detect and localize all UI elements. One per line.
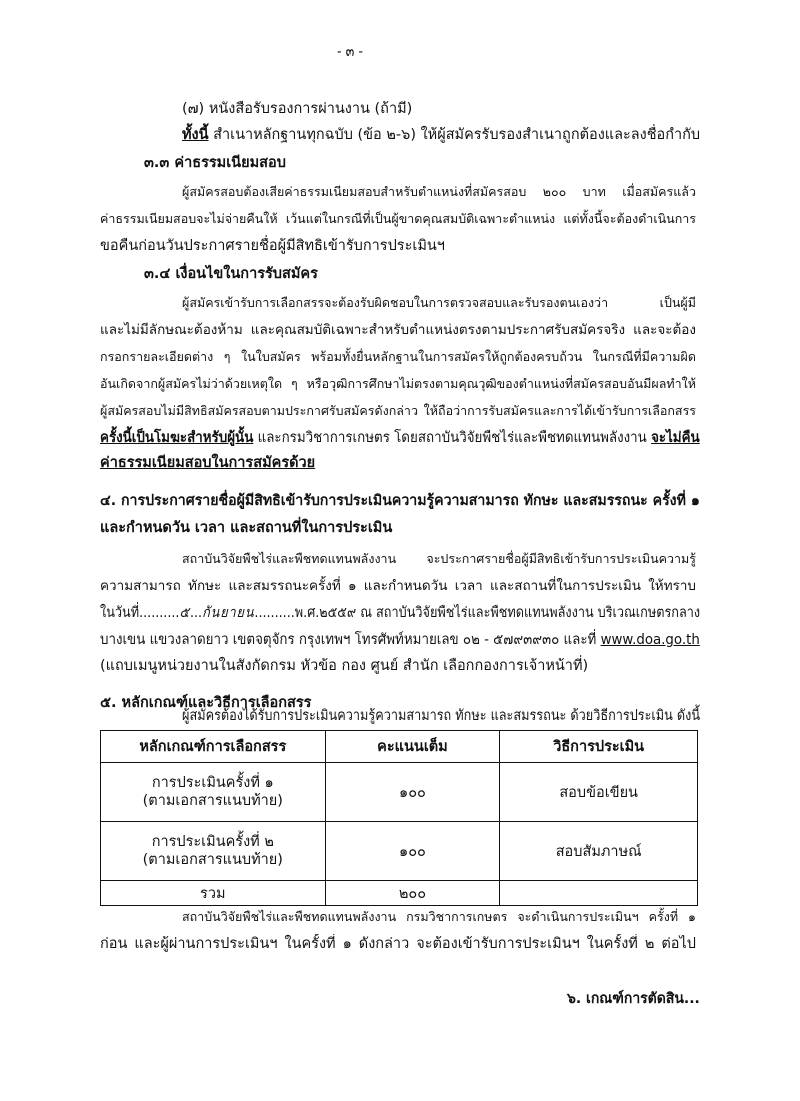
sec-4-heading-2: และกำหนดวัน เวลา และสถานที่ในการประเมิน: [100, 520, 393, 536]
sec-4-line-3: [100, 603, 700, 623]
website-link[interactable]: www.doa.go.th: [600, 632, 700, 648]
row-1-score: ๑๐๐: [325, 763, 500, 822]
date-prefix: ในวันที่: [100, 605, 140, 621]
criteria-table: [100, 730, 698, 906]
sec-4-line-2: ความสามารถ ทักษะ และสมรรถนะครั้งที่ ๑ และกำหนดวัน เวลา และสถานที่ในการประเมิน ให้ทราบ: [100, 578, 696, 594]
row-1-method: สอบข้อเขียน: [500, 763, 698, 822]
sec-3-4-line-6: [100, 428, 700, 448]
sec-5-after-1: สถาบันวิจัยพืชไร่และพืชทดแทนพลังงาน กรมวิชาการเกษตร จะดำเนินการประเมินฯ ครั้งที่ ๑: [182, 909, 696, 924]
row-2-method: สอบสัมภาษณ์: [500, 822, 698, 881]
sec-3-4-line-2: และไม่มีลักษณะต้องห้าม และคุณสมบัติเฉพาะสำหรับตำแหน่งตรงตามประกาศรับสมัครจริง และจะต้อง: [100, 322, 696, 338]
header-method: วิธีการประเมิน: [500, 731, 698, 763]
total-label: รวม: [101, 881, 326, 906]
row-1-criteria-name: การประเมินครั้งที่ ๑: [151, 775, 274, 791]
sec-3-4-line-7: ค่าธรรมเนียมสอบในการสมัครด้วย: [100, 455, 316, 471]
date-dots-1: ..........: [139, 605, 180, 621]
table-row: [101, 763, 698, 822]
item-7-note: [182, 125, 700, 145]
handwritten-month: กันยายน: [202, 605, 255, 621]
row-1-criteria: [101, 763, 326, 822]
total-method: [500, 881, 698, 906]
table-row: [101, 822, 698, 881]
continuation-note: ๖. เกณฑ์การตัดสิน...: [567, 991, 701, 1007]
note-prefix: ทั้งนี้: [182, 127, 209, 143]
sec-4-line-1: สถาบันวิจัยพืชไร่และพืชทดแทนพลังงาน จะประกาศรายชื่อผู้มีสิทธิเข้ารับการประเมินความรู้: [182, 551, 696, 566]
date-dots-3: ..........: [254, 605, 295, 621]
sec-4-heading-1: ๔. การประกาศรายชื่อผู้มีสิทธิเข้ารับการประเมินความรู้ความสามารถ ทักษะ และสมรรถนะ ครั้งที่ ๑: [100, 493, 700, 509]
sec-3-3-heading: ๓.๓ ค่าธรรมเนียมสอบ: [144, 155, 286, 171]
sec-3-4-line-3: กรอกรายละเอียดต่าง ๆ ในใบสมัคร พร้อมทั้งยื่นหลักฐานในการสมัครให้ถูกต้องครบถ้วน ในกรณีที่มีความผิด: [100, 349, 696, 364]
header-criteria: หลักเกณฑ์การเลือกสรร: [101, 731, 326, 763]
header-score: คะแนนเต็ม: [325, 731, 500, 763]
sec-3-4-line-1: ผู้สมัครเข้ารับการเลือกสรรจะต้องรับผิดชอบในการตรวจสอบและรับรองตนเองว่า เป็นผู้มี: [182, 295, 696, 310]
sec-3-3-line-2: ค่าธรรมเนียมสอบจะไม่จ่ายคืนให้ เว้นแต่ในกรณีที่เป็นผู้ขาดคุณสมบัติเฉพาะตำแหน่ง แต่ทั้งนี้จะต้องดำเนินการ: [100, 211, 696, 226]
sec-4-line-4: [100, 630, 700, 650]
sec-3-3-line-1: ผู้สมัครสอบต้องเสียค่าธรรมเนียมสอบสำหรับตำแหน่งที่สมัครสอบ ๒๐๐ บาท เมื่อสมัครแล้ว: [182, 184, 696, 199]
void-clause: ครั้งนี้เป็นโมฆะสำหรับผู้นั้น: [100, 430, 254, 446]
total-score: ๒๐๐: [325, 881, 500, 906]
phone-text: บางเขน แขวงลาดยาว เขตจตุจักร กรุงเทพฯ โทรศัพท์หมายเลข ๐๒ - ๕๗๙๓๙๓๐ และที่: [100, 632, 601, 648]
row-2-score: ๑๐๐: [325, 822, 500, 881]
row-2-criteria-name: การประเมินครั้งที่ ๒: [151, 834, 274, 850]
line-6-middle: และกรมวิชาการเกษตร โดยสถาบันวิจัยพืชไร่และพืชทดแทนพลังงาน: [253, 430, 652, 446]
date-rest: พ.ศ.๒๕๕๙ ณ สถาบันวิจัยพืชไร่และพืชทดแทนพลังงาน บริเวณเกษตรกลาง: [294, 605, 701, 621]
sec-4-line-5: (แถบเมนูหน่วยงานในสังกัดกรม หัวข้อ กอง ศูนย์ สำนัก เลือกกองการเจ้าหน้าที่): [100, 658, 589, 674]
row-1-criteria-note: (ตามเอกสารแนบท้าย): [142, 793, 283, 809]
table-header-row: [101, 731, 698, 763]
note-text: สำเนาหลักฐานทุกฉบับ (ข้อ ๒-๖) ให้ผู้สมัครรับรองสำเนาถูกต้องและลงชื่อกำกับ: [208, 127, 701, 143]
page-number: - ๓ -: [337, 44, 363, 60]
sec-3-3-line-3: ขอคืนก่อนวันประกาศรายชื่อผู้มีสิทธิเข้ารับการประเมินฯ: [100, 238, 445, 254]
sec-5-after-2: ก่อน และผู้ผ่านการประเมินฯ ในครั้งที่ ๑ ดังกล่าว จะต้องเข้ารับการประเมินฯ ในครั้งที่ ๒ ต่อไป: [100, 936, 696, 952]
table-total-row: [101, 881, 698, 906]
date-dots-2: ...: [189, 605, 203, 621]
sec-5-heading: ๕. หลักเกณฑ์และวิธีการเลือกสรร: [100, 695, 312, 711]
row-2-criteria-note: (ตามเอกสารแนบท้าย): [142, 852, 283, 868]
no-refund-clause: จะไม่คืน: [651, 430, 700, 446]
handwritten-day: ๕: [179, 605, 190, 621]
sec-5-intro: ผู้สมัครต้องได้รับการประเมินความรู้ความสามารถ ทักษะ และสมรรถนะ ด้วยวิธีการประเมิน ดังนี้: [182, 708, 701, 724]
sec-3-4-line-5: ผู้สมัครสอบไม่มีสิทธิสมัครสอบตามประกาศรับสมัครดังกล่าว ให้ถือว่าการรับสมัครและการได้เข้ารับการเลือกสรร: [100, 403, 696, 418]
sec-3-4-line-4: อันเกิดจากผู้สมัครไม่ว่าด้วยเหตุใด ๆ หรือวุฒิการศึกษาไม่ตรงตามคุณวุฒิของตำแหน่งที่สมัครสอบอันมีผลทำให้: [100, 376, 696, 391]
item-7: (๗) หนังสือรับรองการผ่านงาน (ถ้ามี): [182, 101, 413, 117]
sec-3-4-heading: ๓.๔ เงื่อนไขในการรับสมัคร: [144, 266, 318, 282]
row-2-criteria: [101, 822, 326, 881]
